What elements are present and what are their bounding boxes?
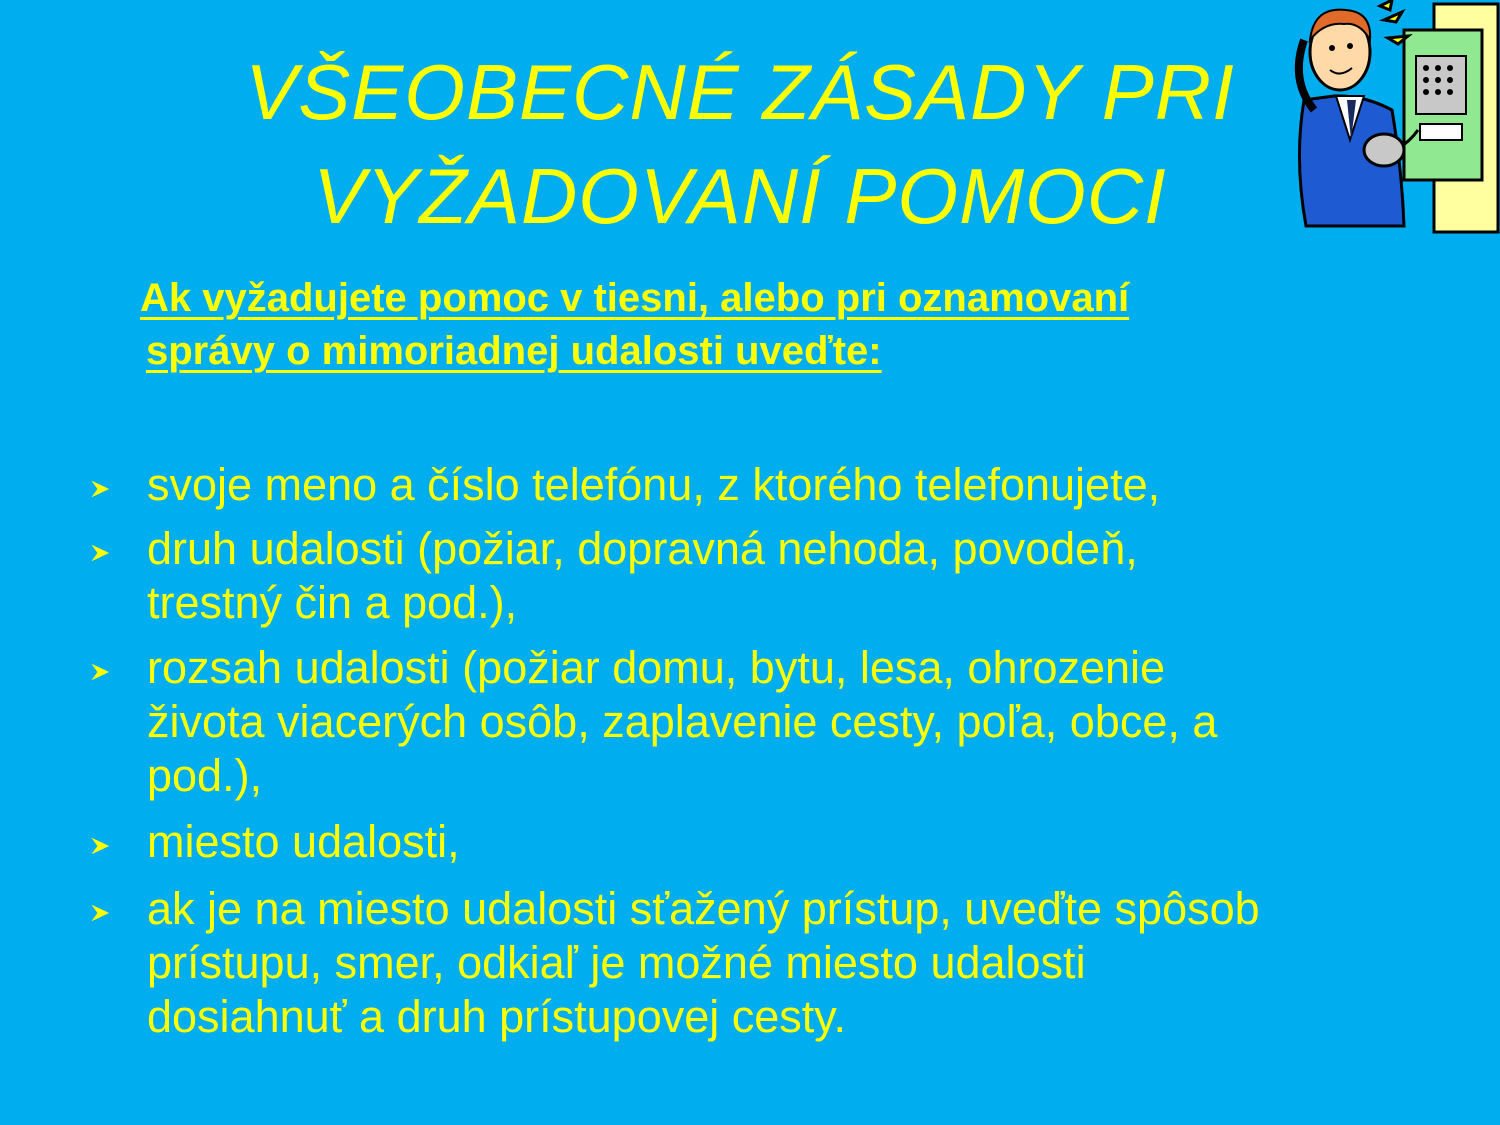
bullet-line: prístupu, smer, odkiaľ je možné miesto udalosti xyxy=(147,937,1086,988)
arrowhead-bullet-icon xyxy=(90,458,112,518)
arrowhead-bullet-icon xyxy=(90,882,112,942)
bullet-text xyxy=(147,882,1417,1044)
arrowhead-bullet-icon xyxy=(90,522,112,582)
bullet-text xyxy=(147,458,1417,512)
arrowhead-bullet-icon xyxy=(90,641,112,701)
arrowhead-bullet-icon xyxy=(90,815,112,875)
bullet-text xyxy=(147,641,1417,803)
slide-title-line: VŠEOBECNÉ ZÁSADY PRI xyxy=(245,48,1235,136)
bullet-line: svoje meno a číslo telefónu, z ktorého telefonujete, xyxy=(147,459,1161,510)
bullet-line: rozsah udalosti (požiar domu, bytu, lesa, ohrozenie xyxy=(147,642,1166,693)
intro-text xyxy=(140,272,1410,378)
bullet-text xyxy=(147,815,1417,869)
man-on-payphone-icon xyxy=(1284,0,1500,238)
intro-line: Ak vyžadujete pomoc v tiesni, alebo pri oznamovaní xyxy=(140,276,1130,320)
bullet-line: dosiahnuť a druh prístupovej cesty. xyxy=(147,991,846,1042)
bullet-line: miesto udalosti, xyxy=(147,816,460,867)
bullet-text xyxy=(147,522,1417,630)
bullet-line: pod.), xyxy=(147,750,263,801)
bullet-line: trestný čin a pod.), xyxy=(147,577,518,628)
bullet-line: ak je na miesto udalosti sťažený prístup, uveďte spôsob xyxy=(147,883,1260,934)
intro-line: správy o mimoriadnej udalosti uveďte: xyxy=(146,329,882,373)
bullet-line: druh udalosti (požiar, dopravná nehoda, povodeň, xyxy=(147,523,1138,574)
slide-title xyxy=(150,40,1330,248)
slide-title-line: VYŽADOVANÍ POMOCI xyxy=(313,152,1167,240)
bullet-line: života viacerých osôb, zaplavenie cesty, poľa, obce, a xyxy=(147,696,1218,747)
